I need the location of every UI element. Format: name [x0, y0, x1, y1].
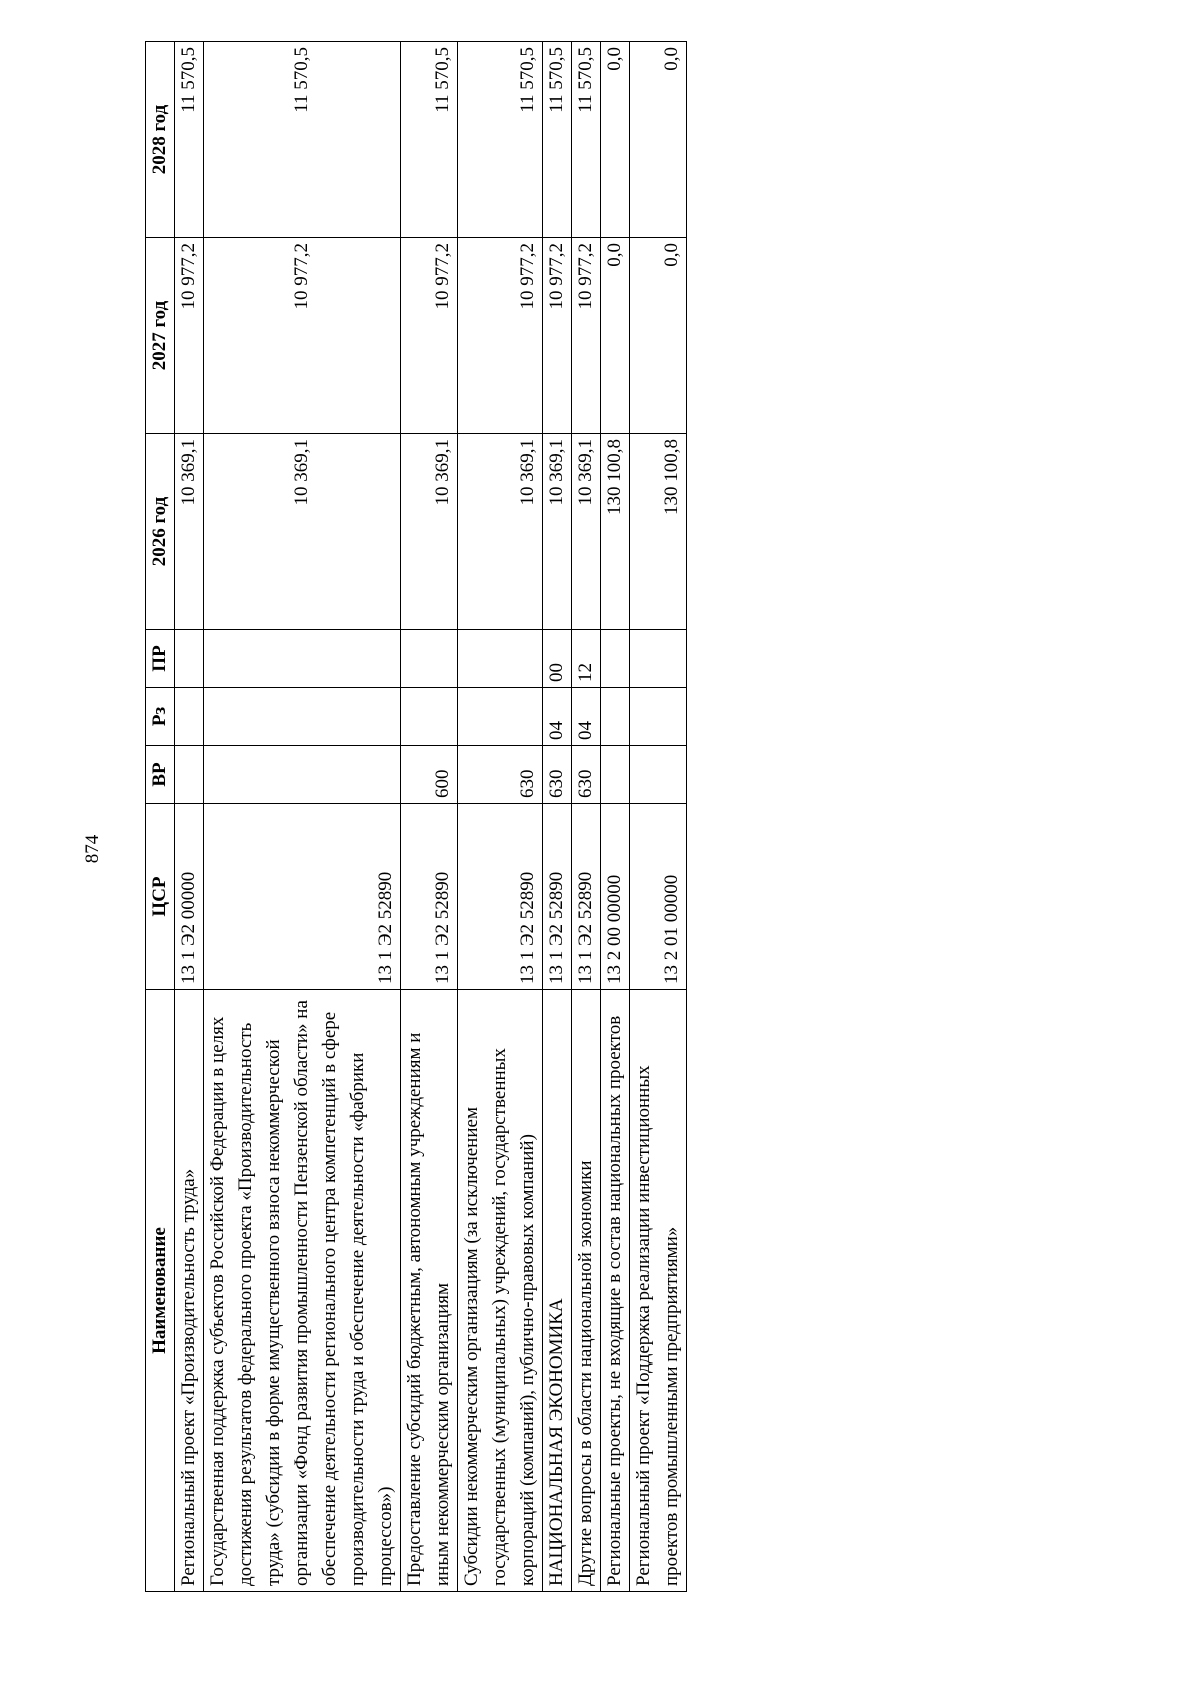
- row-2027: 10 977,2: [401, 238, 458, 434]
- header-2027: 2027 год: [146, 238, 175, 434]
- row-csr: 13 1 Э2 52890: [543, 804, 572, 990]
- row-2027: 10 977,2: [458, 238, 543, 434]
- table-row: [543, 42, 572, 1592]
- header-vr: ВР: [146, 746, 175, 804]
- header-csr: ЦСР: [146, 804, 175, 990]
- row-pr: [175, 630, 204, 688]
- row-2026: 10 369,1: [204, 434, 401, 630]
- header-name: Наименование: [146, 990, 175, 1592]
- row-pr: [601, 630, 630, 688]
- table-row: [204, 42, 401, 1592]
- row-pr: 12: [572, 630, 601, 688]
- row-vr: [601, 746, 630, 804]
- row-2026: 10 369,1: [543, 434, 572, 630]
- row-pr: [458, 630, 543, 688]
- row-csr: 13 1 Э2 52890: [572, 804, 601, 990]
- row-csr: 13 1 Э2 52890: [458, 804, 543, 990]
- row-rz: [630, 688, 687, 746]
- row-rz: 04: [543, 688, 572, 746]
- row-vr: 600: [401, 746, 458, 804]
- row-rz: [458, 688, 543, 746]
- row-vr: 630: [458, 746, 543, 804]
- table-row: [630, 42, 687, 1592]
- row-csr: 13 1 Э2 52890: [204, 804, 401, 990]
- row-2027: 10 977,2: [572, 238, 601, 434]
- table-row: [401, 42, 458, 1592]
- row-name: Субсидии некоммерческим организациям (за исключением государственных (муниципальных) учреждений, государственных корпораций (компаний), публично-правовых компаний): [458, 990, 543, 1592]
- row-csr: 13 1 Э2 00000: [175, 804, 204, 990]
- row-pr: [630, 630, 687, 688]
- row-2026: 10 369,1: [572, 434, 601, 630]
- row-2027: 10 977,2: [175, 238, 204, 434]
- row-2028: 11 570,5: [572, 42, 601, 238]
- header-pr: ПР: [146, 630, 175, 688]
- row-2028: 0,0: [630, 42, 687, 238]
- row-name: Другие вопросы в области национальной экономики: [572, 990, 601, 1592]
- row-csr: 13 2 00 00000: [601, 804, 630, 990]
- header-rz: Рз: [146, 688, 175, 746]
- row-2027: 0,0: [601, 238, 630, 434]
- row-name: Предоставление субсидий бюджетным, автономным учреждениям и иным некоммерческим организациям: [401, 990, 458, 1592]
- header-2026: 2026 год: [146, 434, 175, 630]
- row-rz: [175, 688, 204, 746]
- row-rz: 04: [572, 688, 601, 746]
- row-rz: [204, 688, 401, 746]
- table-row: [572, 42, 601, 1592]
- row-2028: 11 570,5: [204, 42, 401, 238]
- row-csr: 13 2 01 00000: [630, 804, 687, 990]
- page-number: 874: [82, 834, 103, 864]
- table-row: [175, 42, 204, 1592]
- row-2028: 11 570,5: [401, 42, 458, 238]
- row-2026: 10 369,1: [175, 434, 204, 630]
- row-2028: 0,0: [601, 42, 630, 238]
- row-vr: 630: [572, 746, 601, 804]
- row-vr: [204, 746, 401, 804]
- row-name: Региональный проект «Поддержка реализации инвестиционных проектов промышленными предприятиями»: [630, 990, 687, 1592]
- row-vr: [630, 746, 687, 804]
- row-2027: 10 977,2: [204, 238, 401, 434]
- header-row: [146, 42, 175, 1592]
- row-vr: [175, 746, 204, 804]
- header-2028: 2028 год: [146, 42, 175, 238]
- row-2027: 0,0: [630, 238, 687, 434]
- table-row: [458, 42, 543, 1592]
- row-rz: [601, 688, 630, 746]
- row-name: Региональные проекты, не входящие в состав национальных проектов: [601, 990, 630, 1592]
- rotated-table-container: [145, 42, 820, 1592]
- row-name: Региональный проект «Производительность труда»: [175, 990, 204, 1592]
- row-2026: 10 369,1: [458, 434, 543, 630]
- row-vr: 630: [543, 746, 572, 804]
- row-2028: 11 570,5: [458, 42, 543, 238]
- row-2028: 11 570,5: [175, 42, 204, 238]
- table-row: [601, 42, 630, 1592]
- row-2026: 130 100,8: [601, 434, 630, 630]
- row-2028: 11 570,5: [543, 42, 572, 238]
- row-2027: 10 977,2: [543, 238, 572, 434]
- row-2026: 130 100,8: [630, 434, 687, 630]
- row-csr: 13 1 Э2 52890: [401, 804, 458, 990]
- row-pr: 00: [543, 630, 572, 688]
- budget-table: [145, 41, 687, 1592]
- row-name: НАЦИОНАЛЬНАЯ ЭКОНОМИКА: [543, 990, 572, 1592]
- row-2026: 10 369,1: [401, 434, 458, 630]
- row-rz: [401, 688, 458, 746]
- row-name: Государственная поддержка субъектов Российской Федерации в целях достижения результатов федерального проекта «Производительность труда» (субсидии в форме имущественного взноса некоммерческой организации «Фонд развития промышленности Пензенской области» на обеспечение деятельности регионального центра компетенций в сфере производительности труда и обеспечение деятельности «фабрики процессов»): [204, 990, 401, 1592]
- row-pr: [204, 630, 401, 688]
- row-pr: [401, 630, 458, 688]
